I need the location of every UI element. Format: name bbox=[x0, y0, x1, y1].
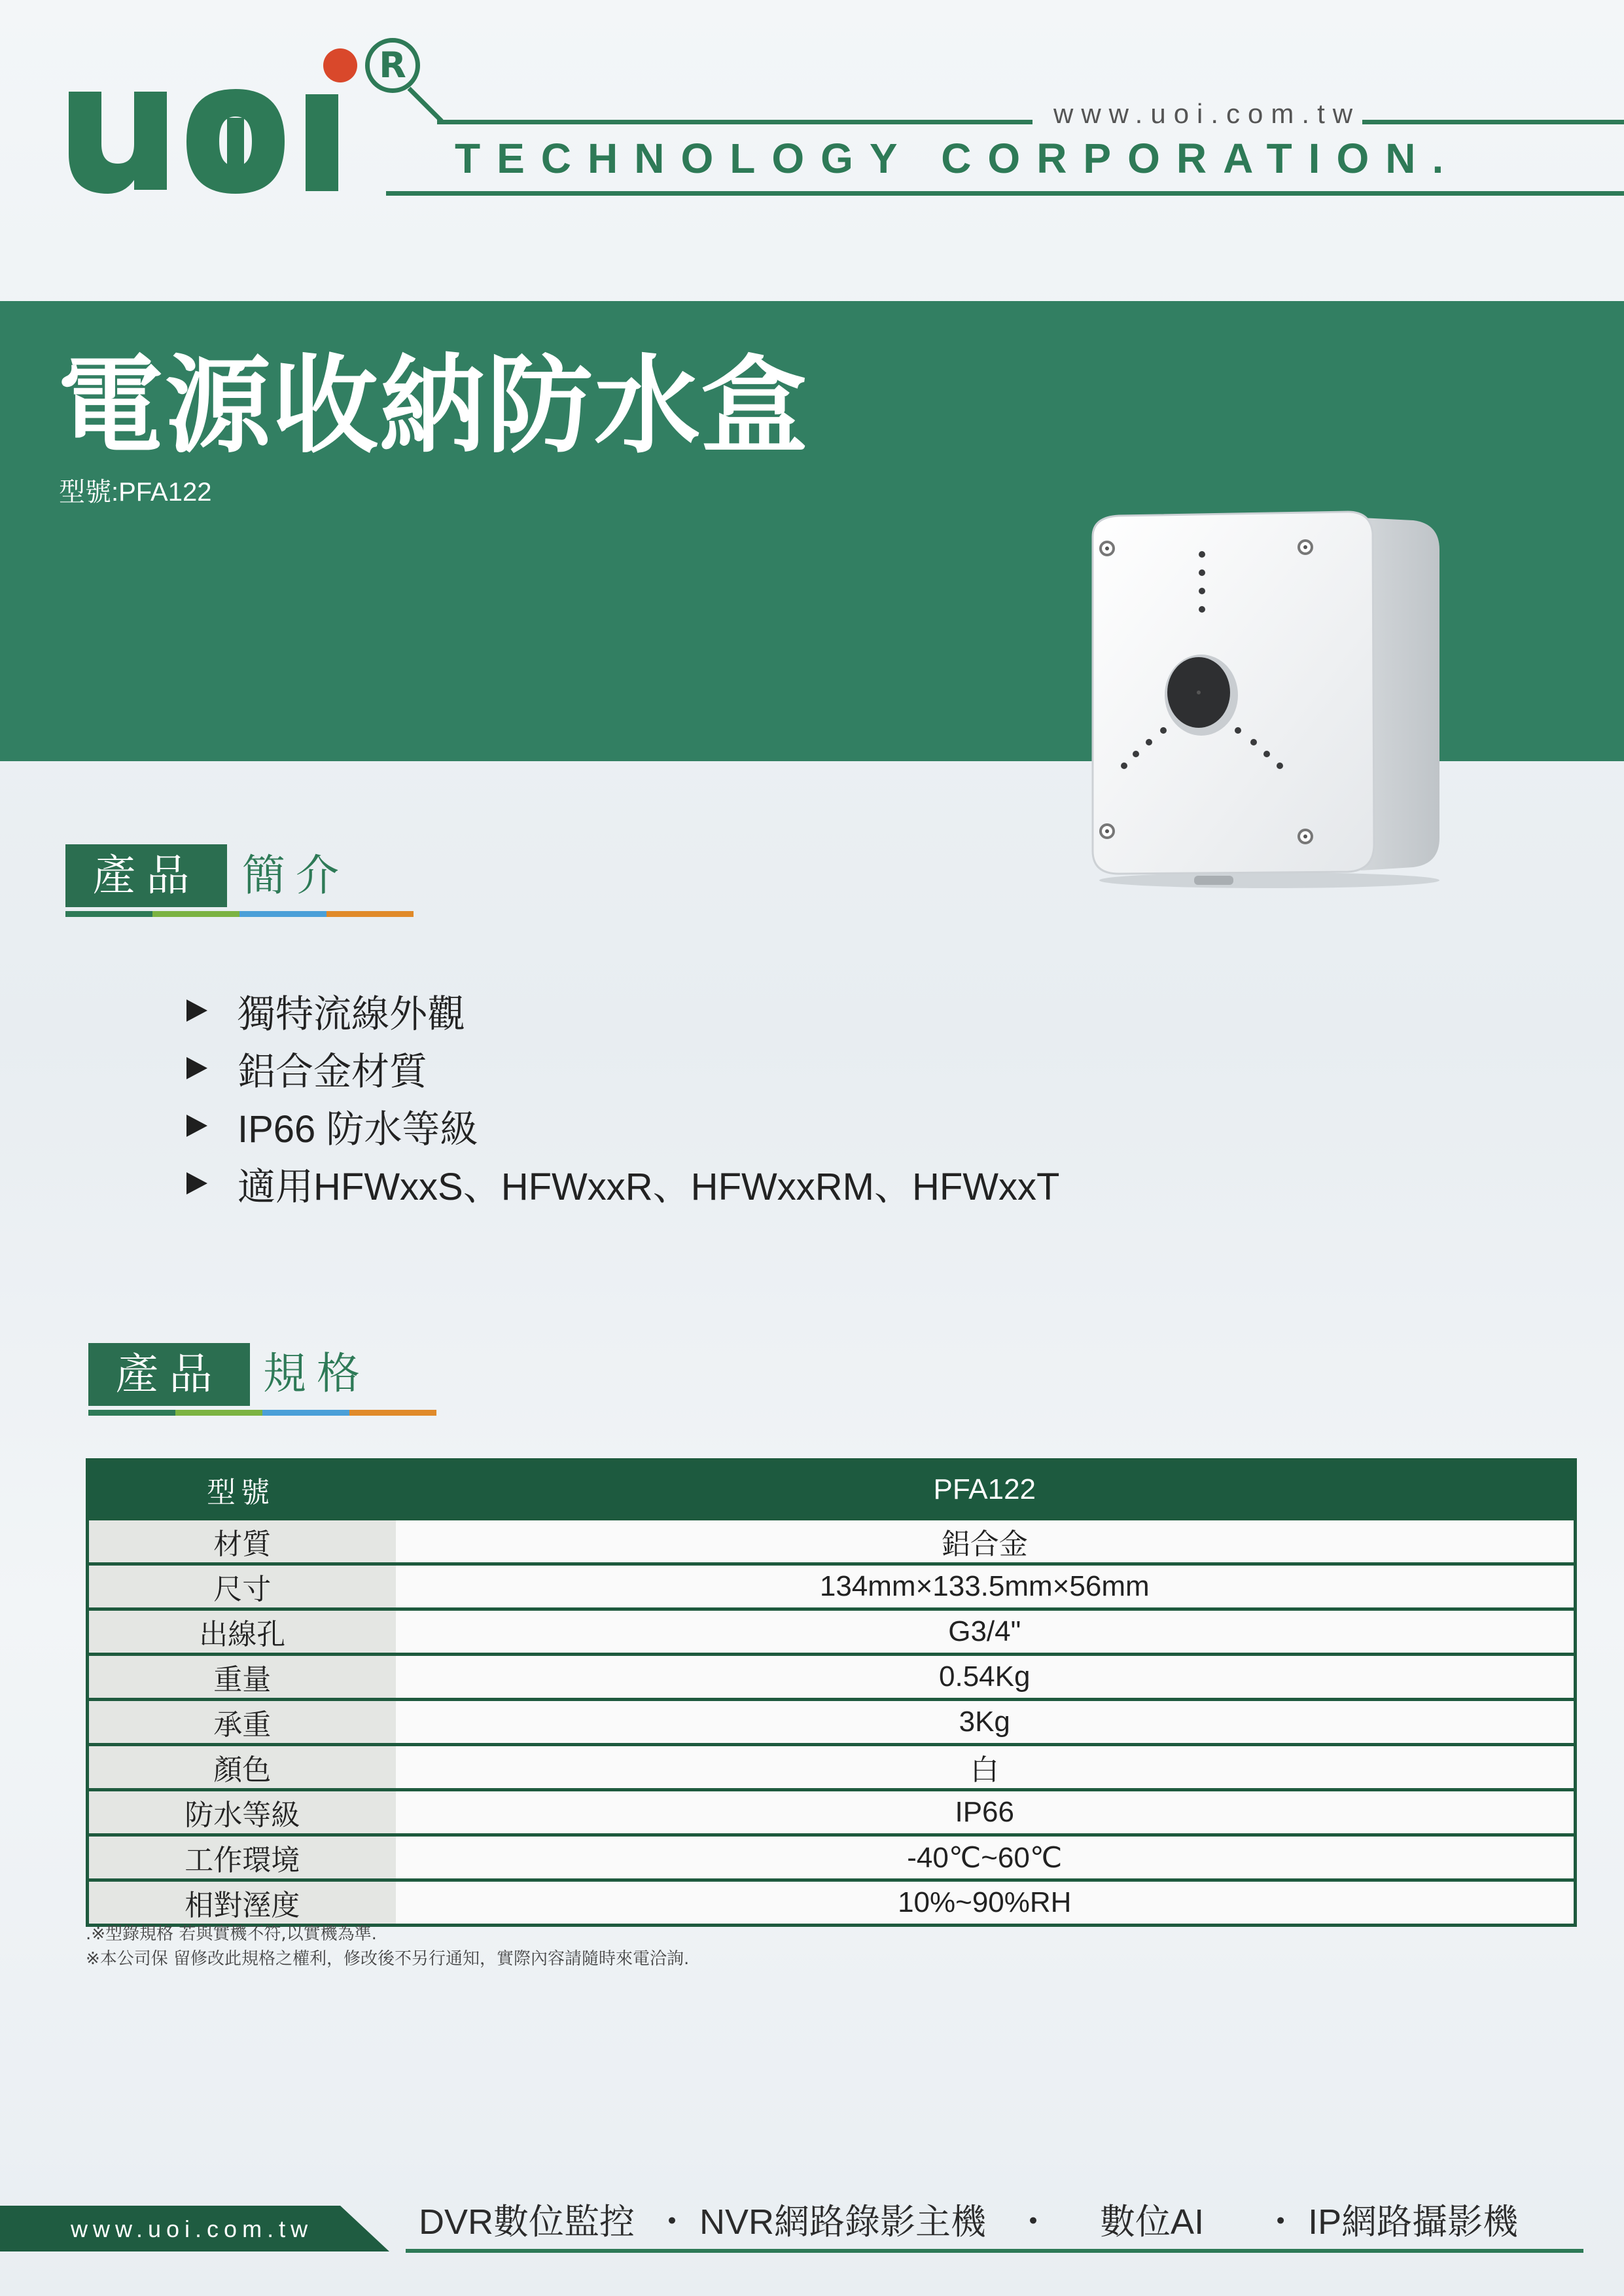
disclaimer-line: .※型錄規格 若與實機不符,以實機為準. bbox=[86, 1924, 377, 1944]
table-row-label: 出線孔 bbox=[88, 1609, 396, 1655]
header-line-upper-left bbox=[437, 120, 1033, 124]
table-row-label: 相對溼度 bbox=[88, 1880, 396, 1926]
header-website[interactable]: www.uoi.com.tw bbox=[1053, 98, 1361, 129]
table-header-value: PFA122 bbox=[396, 1460, 1576, 1519]
table-row bbox=[88, 1700, 1576, 1745]
table-header-row bbox=[88, 1460, 1576, 1519]
table-row-label: 材質 bbox=[88, 1519, 396, 1564]
table-row-value: 134mm×133.5mm×56mm bbox=[396, 1564, 1576, 1609]
table-row-label: 顏色 bbox=[88, 1745, 396, 1790]
table-row bbox=[88, 1655, 1576, 1700]
spec-heading-box: 產品 bbox=[88, 1343, 250, 1406]
triangle-bullet-icon bbox=[186, 999, 207, 1022]
list-item bbox=[186, 1155, 1059, 1212]
table-row-value: 10%~90%RH bbox=[396, 1880, 1576, 1926]
corporation-name: TECHNOLOGY CORPORATION. bbox=[455, 135, 1460, 182]
footer-services: DVR數位監控 ・ NVR網路錄影主機 ・ 數位AI ・ IP網路攝影機 bbox=[419, 2202, 1519, 2242]
feature-text: 鋁合金材質 bbox=[238, 1050, 428, 1093]
table-row-value: G3/4" bbox=[396, 1609, 1576, 1655]
product-title: 電源收納防水盒 bbox=[58, 345, 809, 468]
header-line-upper-right bbox=[1362, 120, 1624, 124]
table-row-value: 3Kg bbox=[396, 1700, 1576, 1745]
header-line-lower bbox=[386, 191, 1624, 196]
registered-trademark-icon: R bbox=[365, 38, 420, 93]
disclaimer-line: ※本公司保 留修改此規格之權利，修改後不另行通知，實際內容請隨時來電洽詢. bbox=[86, 1949, 690, 1969]
junction-box-photo bbox=[1073, 497, 1453, 890]
table-row-value: 0.54Kg bbox=[396, 1655, 1576, 1700]
triangle-bullet-icon bbox=[186, 1172, 207, 1194]
feature-text: 適用HFWxxS、HFWxxR、HFWxxRM、HFWxxT bbox=[238, 1166, 1060, 1208]
list-item bbox=[186, 982, 1059, 1039]
table-row-value: 白 bbox=[396, 1745, 1576, 1790]
table-row bbox=[88, 1564, 1576, 1609]
table-row-value: IP66 bbox=[396, 1790, 1576, 1835]
table-row bbox=[88, 1835, 1576, 1880]
footer-line bbox=[406, 2249, 1583, 2253]
triangle-bullet-icon bbox=[186, 1057, 207, 1079]
intro-heading-text: 簡介 bbox=[242, 850, 349, 901]
table-row-label: 工作環境 bbox=[88, 1835, 396, 1880]
table-header-label: 型號 bbox=[88, 1460, 396, 1519]
spec-heading-text: 規格 bbox=[263, 1348, 370, 1399]
table-row bbox=[88, 1880, 1576, 1926]
header-connector-line bbox=[406, 85, 458, 124]
table-row-label: 重量 bbox=[88, 1655, 396, 1700]
footer-website[interactable]: www.uoi.com.tw bbox=[71, 2215, 313, 2242]
spec-table bbox=[86, 1458, 1577, 1927]
triangle-bullet-icon bbox=[186, 1115, 207, 1137]
spec-heading-underline bbox=[88, 1410, 436, 1416]
list-item bbox=[186, 1097, 1059, 1155]
table-row bbox=[88, 1790, 1576, 1835]
table-row bbox=[88, 1519, 1576, 1564]
table-row-label: 防水等級 bbox=[88, 1790, 396, 1835]
table-row-value: 鋁合金 bbox=[396, 1519, 1576, 1564]
intro-heading-underline bbox=[65, 911, 414, 917]
table-row-label: 承重 bbox=[88, 1700, 396, 1745]
feature-text: IP66 防水等級 bbox=[238, 1108, 478, 1151]
disclaimer-notes bbox=[86, 1922, 689, 1971]
list-item bbox=[186, 1039, 1059, 1097]
intro-heading-box: 產品 bbox=[65, 844, 227, 907]
feature-text: 獨特流線外觀 bbox=[238, 993, 466, 1035]
model-number: 型號:PFA122 bbox=[59, 478, 212, 507]
table-row-label: 尺寸 bbox=[88, 1564, 396, 1609]
feature-list bbox=[186, 982, 1059, 1212]
table-row-value: -40℃~60℃ bbox=[396, 1835, 1576, 1880]
table-row bbox=[88, 1745, 1576, 1790]
table-row bbox=[88, 1609, 1576, 1655]
